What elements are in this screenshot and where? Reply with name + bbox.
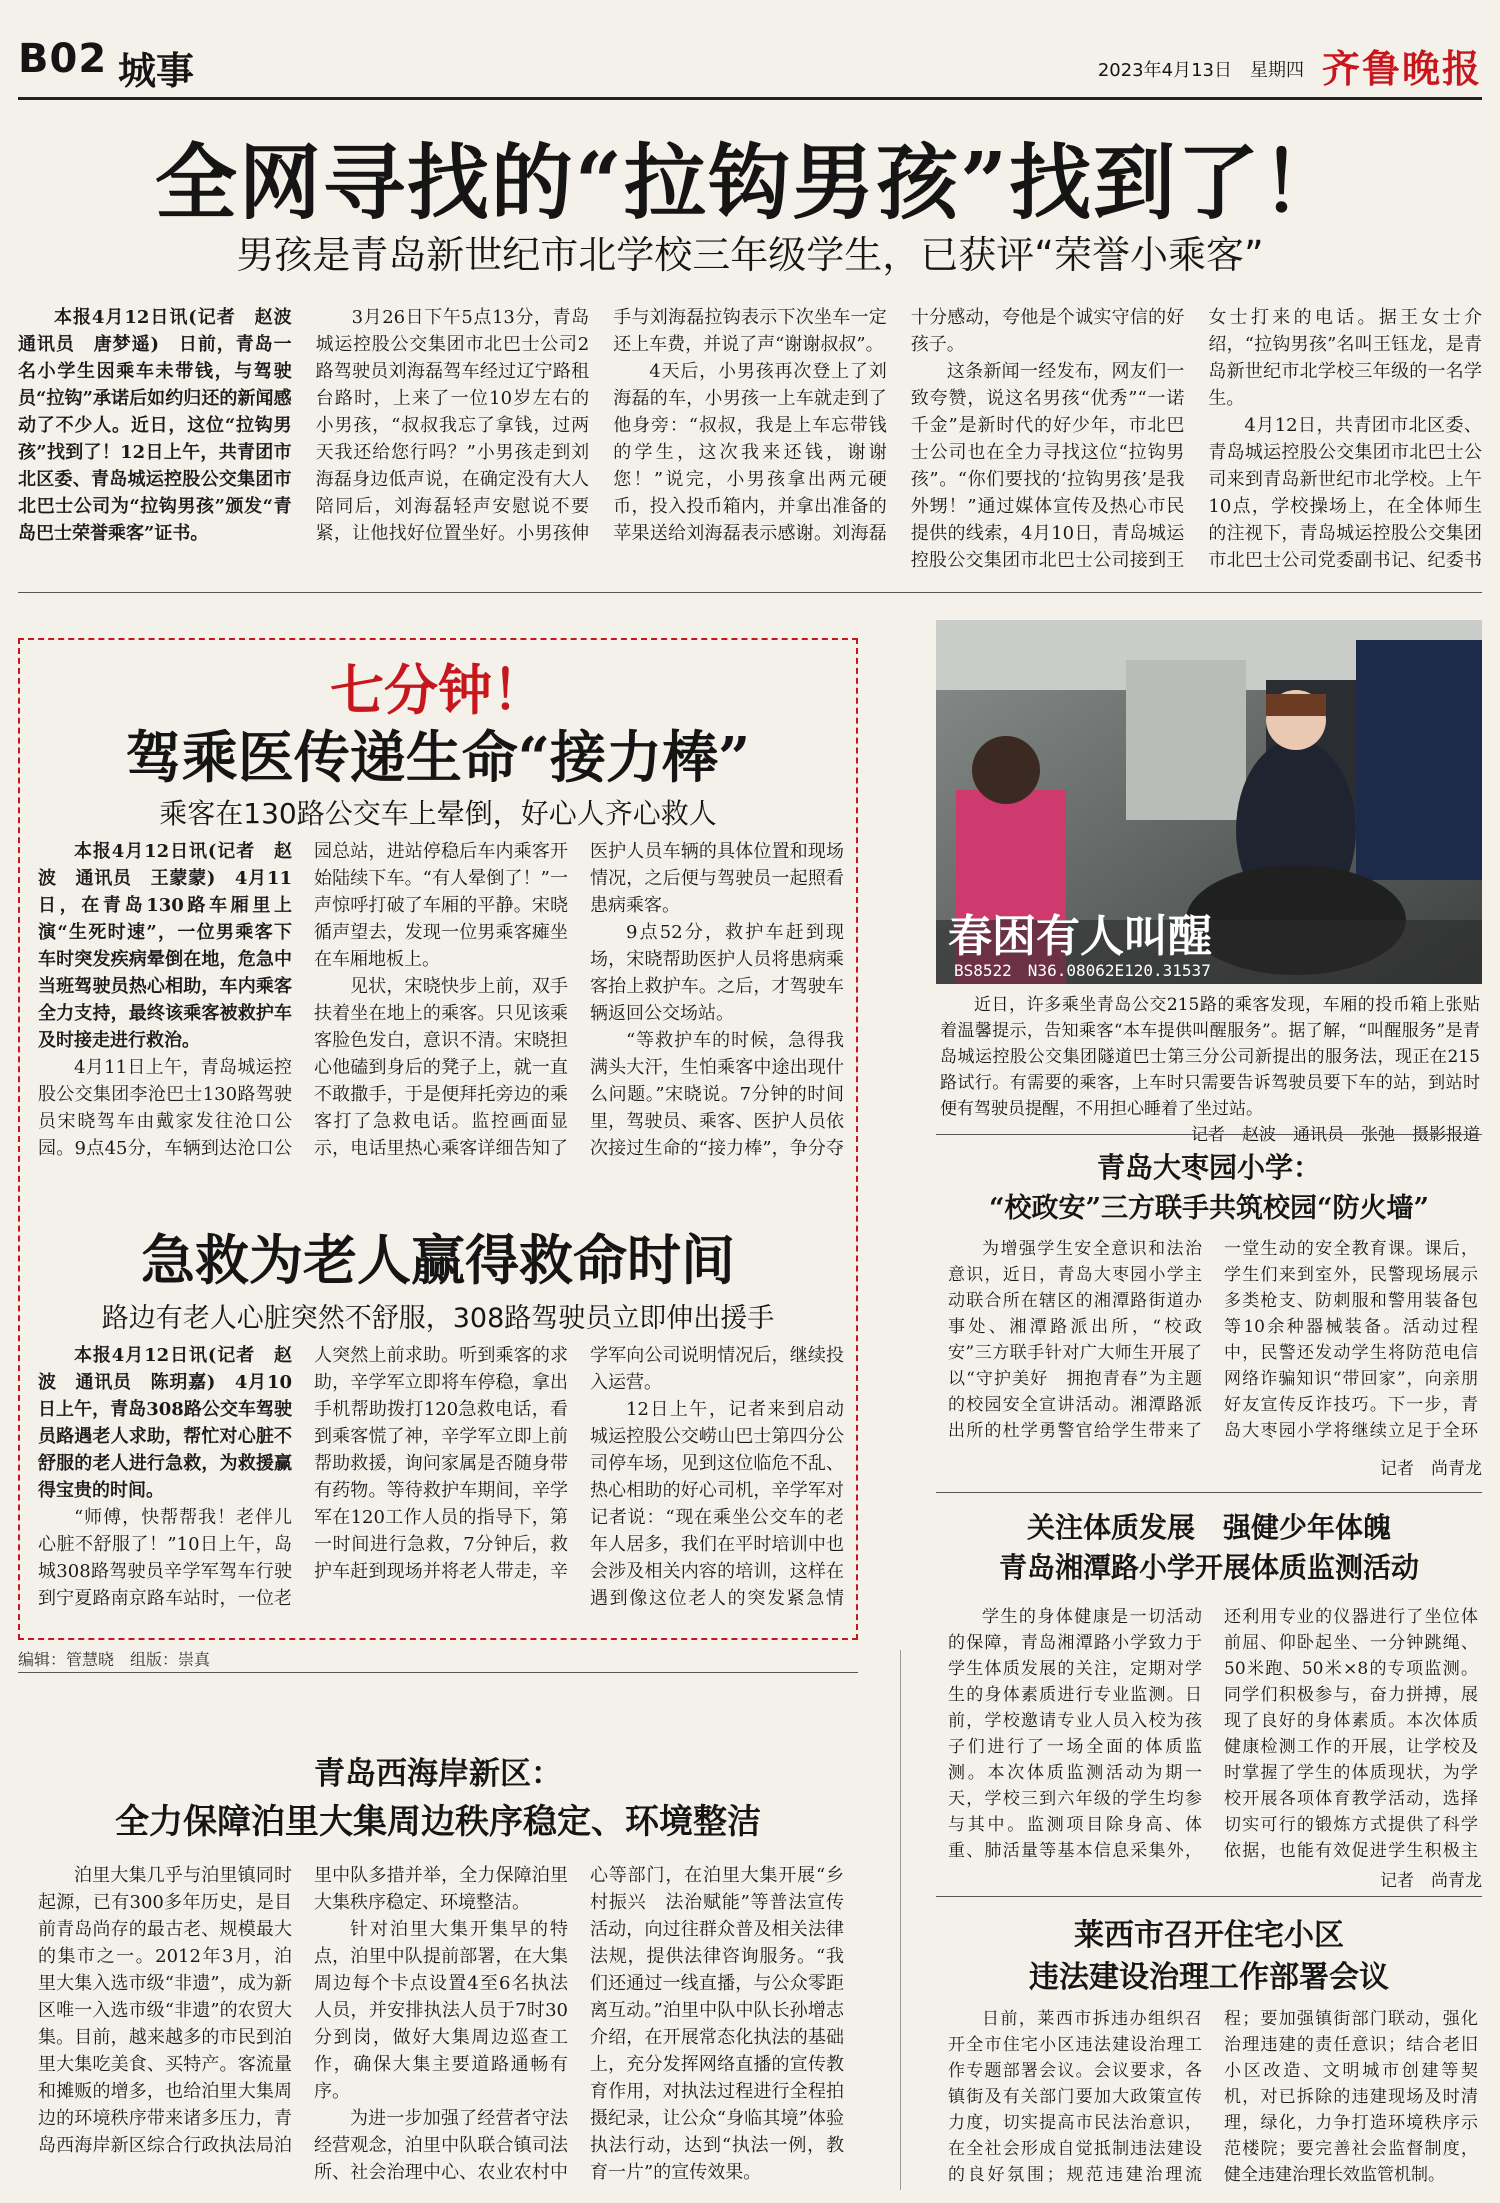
article-paragraph: 本报4月12日讯(记者 赵波 通讯员 陈玥嘉) 4月10日上午，青岛308路公交车驾驶员路遇老人求助，帮忙对心脏不舒服的老人进行急救，为救援赢得宝贵的时间。 [38, 1345, 292, 1501]
newspaper-logo: 齐鲁晚报 [1321, 46, 1482, 91]
photo-story [940, 992, 1480, 1148]
story2-body [38, 1342, 844, 1630]
section-name: 城事 [118, 48, 195, 93]
article-paragraph: 这条新闻一经发布，网友们一致夸赞，说这名男孩“优秀”“一诺千金”是新时代的好少年，市北巴士公司也在全力寻找这位“拉钩男孩”。“你们要找的‘拉钩男孩’是我外甥！”通过媒体宣传及热心市民提供的线索，4月10日，青岛城运控股公交集团市北巴士公司接到王女士打来的电话。据王女士介绍，“拉钩男孩”名叫王钰龙，是青岛新世纪市北学校三年级的一名学生。 [910, 307, 1482, 571]
story2-headline: 急救为老人赢得救命时间 [141, 1228, 735, 1292]
article-paragraph: 见状，宋晓快步上前，双手扶着坐在地上的乘客。只见该乘客脸色发白，意识不清。宋晓担心他磕到身后的凳子上，就一直不敢撒手，于是便拜托旁边的乘客打了急救电话。监控画面显示，电话里热心乘客详细告知了医护人员车辆的具体位置和现场情况，之后便与驾驶员一起照看患病乘客。 [314, 841, 844, 1159]
page-number: B02 [18, 36, 108, 82]
article-paragraph: 12日上午，记者来到启动城运控股公交崂山巴士第四分公司停车场，见到这位临危不乱、热心相助的好心司机，辛学军对记者说：“现在乘坐公交车的老年人居多，我们在平时培训中也会涉及相关内容的培训，这样在遇到像这位老人的突发紧急情 [590, 1399, 844, 1609]
column-divider [900, 1650, 901, 2190]
article-paragraph: 本报4月12日讯(记者 赵波 通讯员 王蒙蒙) 4月11日，在青岛130路车厢里上演“生死时速”，一位男乘客下车时突发疾病晕倒在地，危急中当班驾驶员热心相助，车内乘客全力支持，最终该乘客被救护车及时接走进行救治。 [38, 841, 292, 1051]
issue-weekday: 星期四 [1250, 60, 1304, 81]
school1-headline-2: “校政安”三方联手共筑校园“防火墙” [988, 1193, 1430, 1224]
article-paragraph: 本报4月12日讯(记者 赵波 通讯员 唐梦遥) 日前，青岛一名小学生因乘车未带钱，与驾驶员“拉钩”承诺后如约归还的新闻感动了不少人。近日，这位“拉钩男孩”找到了！12日上午，共青团市北区委、青岛城运控股公交集团市北巴士公司为“拉钩男孩”颁发“青岛巴士荣誉乘客”证书。 [18, 307, 310, 544]
issue-date: 2023年4月13日 [1097, 60, 1232, 81]
divider [936, 1134, 1482, 1135]
feature-box-title: 七分钟！ [330, 658, 546, 722]
lead-article-body [18, 304, 1482, 576]
editor-credits: 编辑：管慧晓 组版：崇真 [18, 1650, 211, 1669]
school2-headline-2: 青岛湘潭路小学开展体质监测活动 [998, 1551, 1419, 1584]
lead-subheadline: 男孩是青岛新世纪市北学校三年级学生，已获评“荣誉小乘客” [236, 233, 1264, 277]
article-paragraph: “师傅，快帮帮我！老伴儿心脏不舒服了！”10日上午，岛城308路驾驶员辛学军驾车行驶到宁夏路南京路车站时，一位老人突然上前求助。听到乘客的求助，辛学军立即将车停稳，拿出手机帮助拨打120急救电话，看到乘客慌了神，辛学军立即上前帮助救援，询问家属是否随身带有药物。等待救护车期间，辛学军在120工作人员的指导下，第一时间进行急救，7分钟后，救护车赶到现场并将老人带走，辛学军向公司说明情况后，继续投入运营。 [38, 1345, 844, 1609]
school1-headline-1: 青岛大枣园小学： [1096, 1151, 1321, 1184]
article-paragraph: 9点52分，救护车赶到现场，宋晓帮助医护人员将患病乘客抬上救护车。之后，才驾驶车辆返回公交场站。 [590, 922, 844, 1024]
story1-headline: 驾乘医传递生命“接力棒” [125, 725, 751, 791]
article-paragraph: “等救护车的时候，急得我满头大汗，生怕乘客中途出现什么问题。”宋晓说。7分钟的时间里，驾驶员、乘客、医护人员依次接过生命的“接力棒”，争分夺 [590, 1030, 844, 1159]
story1-body [38, 838, 844, 1168]
school2-body [948, 1604, 1478, 1864]
school2-headline-1: 关注体质发展 强健少年体魄 [1026, 1511, 1391, 1544]
article-paragraph: 学生的身体健康是一切活动的保障，青岛湘潭路小学致力于学生体质发展的关注，定期对学生的身体素质进行专业监测。日前，学校邀请专业人员入校为孩子们进行了一场全面的体质监测。本次体质监测活动为期一天，学校三到六年级的学生均参与其中。监测项目除身高、体重、肺活量等基本信息采集外，还利用专业的仪器进行了坐位体前屈、仰卧起坐、一分钟跳绳、50米跑、50米×8的专项监测。同学们积极参与，奋力拼搏，展现了良好的身体素质。本次体质健康检测工作的开展，让学校及时掌握了学生的体质现状，为学校开展各项体育教学活动，选择切实可行的锻炼方式提供了科学依据，也能有效促进学生积极主 [948, 1607, 1478, 1861]
divider [18, 592, 1482, 593]
story2-subheadline: 路边有老人心脏突然不舒服，308路驾驶员立即伸出援手 [101, 1303, 775, 1334]
article-paragraph: 为进一步加强了经营者守法经营观念，泊里中队联合镇司法所、社会治理中心、农业农村中心等部门，在泊里大集开展“乡村振兴 法治赋能”等普法宣传活动，向过往群众普及相关法律法规，提供法律咨询服务。“我们还通过一线直播，与公众零距离互动。”泊里中队中队长孙增志介绍，在开展常态化执法的基础上，充分发挥网络直播的宣传教育作用，对执法过程进行全程拍摄纪录，让公众“身临其境”体验执法行动，达到“执法一例，教育一片”的宣传效果。 [314, 1865, 844, 2183]
laixi-headline-2: 违法建设治理工作部署会议 [1029, 1960, 1389, 1995]
laixi-headline-1: 莱西市召开住宅小区 [1074, 1918, 1344, 1953]
westcoast-headline-2: 全力保障泊里大集周边秩序稳定、环境整洁 [115, 1802, 761, 1842]
divider [18, 1672, 858, 1673]
article-paragraph: 日前，莱西市拆违办组织召开全市住宅小区违法建设治理工作专题部署会议。会议要求，各镇街及有关部门要加大政策宣传力度，切实提高市民法治意识，在全社会形成自觉抵制违法建设的良好氛围；规范违建治理流程；要加强镇街部门联动，强化治理违建的责任意识；结合老旧小区改造、文明城市创建等契机，对已拆除的违建现场及时清理，绿化，力争打造环境秩序示范楼院；要完善社会监督制度，健全违建治理长效监管机制。 [948, 2009, 1478, 2185]
laixi-body [948, 2006, 1478, 2188]
article-paragraph: 3月26日下午5点13分，青岛城运控股公交集团市北巴士公司2路驾驶员刘海磊驾车经过辽宁路租台路时，上来了一位10岁左右的小男孩，“叔叔我忘了拿钱，过两天我还给您行吗？”小男孩走到刘海磊身边低声说，在确定没有大人陪同后，刘海磊轻声安慰说不要紧，让他找好位置坐好。小男孩伸手与刘海磊拉钩表示下次坐车一定还上车费，并说了声“谢谢叔叔”。 [315, 307, 887, 544]
school2-byline: 记者 尚青龙 [1380, 1871, 1482, 1891]
school1-byline: 记者 尚青龙 [1380, 1459, 1482, 1479]
article-paragraph: 针对泊里大集开集早的特点，泊里中队提前部署，在大集周边每个卡点设置4至6名执法人员，并安排执法人员于7时30分到岗，做好大集周边巡查工作，确保大集主要道路通畅有序。 [314, 1919, 568, 2102]
divider [936, 1896, 1482, 1897]
article-paragraph: 泊里大集几乎与泊里镇同时起源，已有300多年历史，是目前青岛尚存的最古老、规模最大的集市之一。2012年3月，泊里大集入选市级“非遗”，成为新区唯一入选市级“非遗”的农贸大集。目前，越来越多的市民到泊里大集吃美食、买特产。客流量和摊贩的增多，也给泊里大集周边的环境秩序带来诸多压力，青岛西海岸新区综合行政执法局泊里中队多措并举，全力保障泊里大集秩序稳定、环境整洁。 [38, 1865, 568, 2156]
article-paragraph: 4天后，小男孩再次登上了刘海磊的车，小男孩一上车就走到了他身旁：“叔叔，我是上车忘带钱的学生，这次我来还钱，谢谢您！”说完，小男孩拿出两元硬币，投入投币箱内，并拿出准备的苹果送给刘海磊表示感谢。刘海磊十分感动，夸他是个诚实守信的好孩子。 [613, 307, 1185, 544]
photo-byline: 记者 赵波 通讯员 张弛 摄影报道 [1191, 1125, 1480, 1145]
story1-subheadline: 乘客在130路公交车上晕倒，好心人齐心救人 [159, 797, 717, 830]
lead-headline: 全网寻找的“拉钩男孩”找到了！ [154, 135, 1346, 231]
photo-caption: 春困有人叫醒 [948, 911, 1212, 962]
page-header [18, 30, 1482, 100]
westcoast-headline-1: 青岛西海岸新区： [314, 1756, 562, 1792]
photo-story-text: 近日，许多乘坐青岛公交215路的乘客发现，车厢的投币箱上张贴着温馨提示，告知乘客“本车提供叫醒服务”。据了解，“叫醒服务”是青岛城运控股公交集团隧道巴士第三分公司新提出的服务法，现正在215路试行。有需要的乘客，上车时只需要告诉驾驶员要下车的站，到站时便有驾驶员提醒，不用担心睡着了坐过站。 [940, 995, 1480, 1119]
camera-overlay-code: BS8522 N36.08062E120.31537 [954, 961, 1211, 980]
westcoast-body [38, 1862, 844, 2188]
article-paragraph: 4月11日上午，青岛城运控股公交集团李沧巴士130路驾驶员宋晓驾车由戴家发往沧口公园。9点45分，车辆到达沧口公园总站，进站停稳后车内乘客开始陆续下车。“有人晕倒了！”一声惊呼打破了车厢的平静。宋晓循声望去，发现一位男乘客瘫坐在车厢地板上。 [38, 841, 568, 1159]
divider [936, 1492, 1482, 1493]
article-paragraph: 4月12日，共青团市北区委、青岛城运控股公交集团市北巴士公司来到青岛新世纪市北学校。上午10点，学校操场上，在全体师生的注视下，青岛城运控股公交集团市北巴士公司党委副书记、纪委书 [1208, 415, 1482, 571]
school1-body [948, 1236, 1478, 1452]
article-paragraph: 为增强学生安全意识和法治意识，近日，青岛大枣园小学主动联合所在辖区的湘潭路街道办事处、湘潭路派出所，“校政安”三方联手针对广大师生开展了以“守护美好 拥抱青春”为主题的校园安全宣讲活动。湘潭路派出所的杜学勇警官给学生带来了一堂生动的安全教育课。课后，学生们来到室外，民警现场展示多类枪支、防刺服和警用装备包等10余种器械装备。活动过程中，民警还发动学生将防范电信网络诈骗知识“带回家”，向亲朋好友宣传反诈技巧。下一步，青岛大枣园小学将继续立足于全环 [948, 1239, 1478, 1441]
